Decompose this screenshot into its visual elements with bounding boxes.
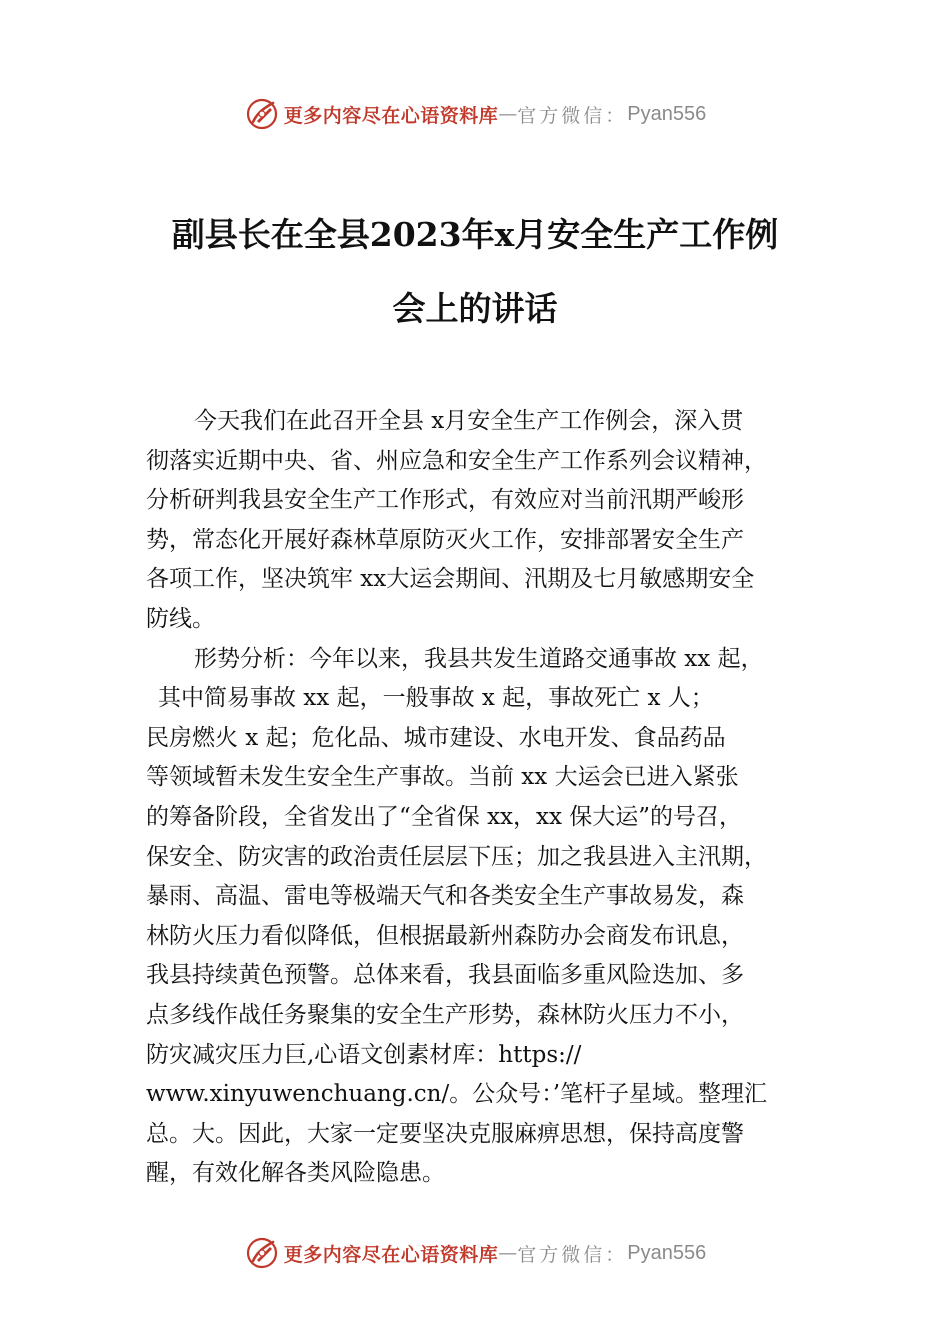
body-line: 防灾减灾压力巨,心语文创素材库：https:// xyxy=(146,1041,582,1068)
body-line: 的筹备阶段，全省发出了“全省保 xx，xx 保大运”的号召， xyxy=(146,803,743,830)
body-line: 我县持续黄色预警。总体来看，我县面临多重风险迭加、多 xyxy=(146,962,744,989)
banner-wechat-label: 官方微信： xyxy=(517,104,628,127)
body-line: 其中简易事故 xx 起，一般事故 x 起，事故死亡 x 人； xyxy=(158,685,714,712)
banner-wechat-label: 官方微信： xyxy=(517,1243,628,1266)
body-line: 彻落实近期中央、省、州应急和安全生产工作系列会议精神， xyxy=(146,447,767,474)
brand-logo-icon xyxy=(244,96,280,132)
body-line: 醒，有效化解各类风险隐患。 xyxy=(146,1160,445,1187)
body-line: 暴雨、高温、雷电等极端天气和各类安全生产事故易发，森 xyxy=(146,883,744,910)
footer-banner xyxy=(0,1231,950,1275)
body-line: 民房燃火 x 起；危化品、城市建设、水电开发、食品药品 xyxy=(146,724,726,751)
banner-separator: — xyxy=(498,1242,518,1264)
banner-wechat-id: Pyan556 xyxy=(627,102,707,125)
banner-wechat-id: Pyan556 xyxy=(627,1241,707,1264)
banner-slogan: 更多内容尽在心语资料库 xyxy=(283,1243,499,1266)
header-banner xyxy=(0,92,950,136)
body-line: 防线。 xyxy=(146,605,215,632)
body-line: 等领域暂未发生安全生产事故。当前 xx 大运会已进入紧张 xyxy=(146,764,739,791)
document-body xyxy=(146,402,826,1194)
body-line: 分析研判我县安全生产工作形式，有效应对当前汛期严峻形 xyxy=(146,487,744,514)
body-line: 点多线作战任务聚集的安全生产形势，森林防火压力不小， xyxy=(146,1001,744,1028)
body-line: 保安全、防灾害的政治责任层层下压；加之我县进入主汛期， xyxy=(146,843,767,870)
banner-separator: — xyxy=(498,103,518,125)
body-line: 林防火压力看似降低，但根据最新州森防办会商发布讯息， xyxy=(146,922,744,949)
document-title-line-2: 会上的讲话 xyxy=(392,289,558,328)
body-line: 势，常态化开展好森林草原防灭火工作，安排部署安全生产 xyxy=(146,526,744,553)
body-line: 形势分析：今年以来，我县共发生道路交通事故 xx 起， xyxy=(194,645,764,672)
body-line: 总。大。因此，大家一定要坚决克服麻痹思想，保持高度警 xyxy=(146,1120,744,1147)
document-title-line-1: 副县长在全县2023年x月安全生产工作例 xyxy=(171,215,779,254)
body-line: www.xinyuwenchuang.cn/。公众号：’笔杆子星域。整理汇 xyxy=(146,1081,768,1108)
banner-slogan: 更多内容尽在心语资料库 xyxy=(283,104,499,127)
body-line: 今天我们在此召开全县 x月安全生产工作例会，深入贯 xyxy=(194,408,744,434)
body-line: 各项工作，坚决筑牢 xx大运会期间、汛期及七月敏感期安全 xyxy=(146,566,755,593)
brand-logo-icon xyxy=(244,1235,280,1271)
